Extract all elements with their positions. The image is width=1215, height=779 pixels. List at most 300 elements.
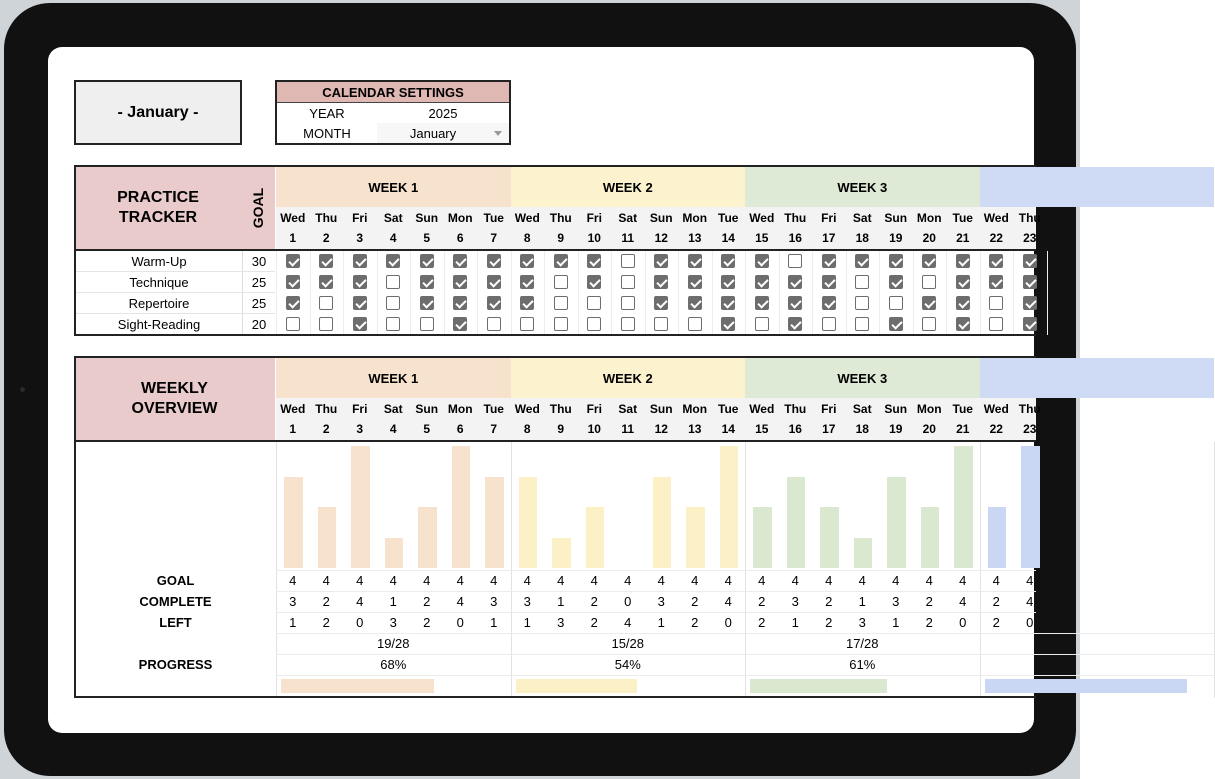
stat-value-left: 1 bbox=[490, 615, 498, 630]
stat-value-left: 2 bbox=[758, 615, 766, 630]
overview-day-name: Mon bbox=[916, 402, 942, 416]
overview-day-number: 14 bbox=[721, 422, 735, 436]
task-checkbox[interactable] bbox=[654, 317, 668, 331]
task-checkbox[interactable] bbox=[721, 296, 735, 310]
stat-value-goal: 4 bbox=[624, 573, 632, 588]
tracker-week-header: WEEK 1 bbox=[276, 167, 511, 207]
progress-bar-day bbox=[385, 538, 404, 569]
stat-value-complete: 3 bbox=[657, 594, 665, 609]
stat-value-left: 1 bbox=[523, 615, 531, 630]
task-checkbox[interactable] bbox=[956, 275, 970, 289]
overview-day-number: 23 bbox=[1023, 422, 1037, 436]
month-badge-text: - January - bbox=[117, 103, 199, 121]
task-checkbox[interactable] bbox=[989, 296, 1003, 310]
tracker-col-rule bbox=[846, 251, 847, 335]
tracker-day-name: Mon bbox=[447, 211, 473, 225]
month-dropdown-value: January bbox=[409, 125, 457, 141]
camera-dot bbox=[20, 387, 25, 392]
overview-day-number: 4 bbox=[389, 422, 397, 436]
task-checkbox[interactable] bbox=[989, 275, 1003, 289]
overview-day-name: Sat bbox=[852, 402, 872, 416]
stat-value-left: 1 bbox=[657, 615, 665, 630]
task-checkbox[interactable] bbox=[721, 275, 735, 289]
task-checkbox[interactable] bbox=[688, 275, 702, 289]
task-checkbox[interactable] bbox=[353, 254, 367, 268]
overview-day-number: 8 bbox=[523, 422, 531, 436]
tracker-day-number: 19 bbox=[889, 231, 903, 245]
stat-value-goal: 4 bbox=[892, 573, 900, 588]
progress-rule bbox=[276, 675, 511, 676]
task-checkbox[interactable] bbox=[755, 275, 769, 289]
tracker-col-rule bbox=[946, 251, 947, 335]
stat-value-left: 3 bbox=[557, 615, 565, 630]
stat-label-complete: COMPLETE bbox=[139, 594, 212, 609]
stat-value-complete: 3 bbox=[490, 594, 498, 609]
tracker-col-rule bbox=[779, 251, 780, 335]
overview-day-name: Sun bbox=[884, 402, 908, 416]
task-checkbox[interactable] bbox=[922, 275, 936, 289]
task-checkbox[interactable] bbox=[889, 254, 903, 268]
task-checkbox[interactable] bbox=[788, 317, 802, 331]
overview-day-name: Sat bbox=[383, 402, 403, 416]
task-checkbox[interactable] bbox=[889, 317, 903, 331]
task-checkbox[interactable] bbox=[420, 254, 434, 268]
stat-value-left: 0 bbox=[1026, 615, 1034, 630]
stat-value-complete: 3 bbox=[892, 594, 900, 609]
stat-value-complete: 2 bbox=[691, 594, 699, 609]
tracker-day-number: 13 bbox=[688, 231, 702, 245]
week-percent: 68% bbox=[380, 657, 407, 672]
stat-value-complete: 4 bbox=[724, 594, 732, 609]
overview-day-name: Sun bbox=[649, 402, 673, 416]
task-checkbox[interactable] bbox=[420, 296, 434, 310]
year-value[interactable]: 2025 bbox=[428, 105, 458, 121]
tracker-day-number: 22 bbox=[989, 231, 1003, 245]
tracker-title bbox=[74, 165, 242, 251]
overview-day-number: 20 bbox=[922, 422, 936, 436]
month-dropdown[interactable] bbox=[377, 123, 509, 143]
overview-day-name: Thu bbox=[315, 402, 338, 416]
task-checkbox[interactable] bbox=[1023, 275, 1037, 289]
stat-value-complete: 2 bbox=[825, 594, 833, 609]
task-checkbox[interactable] bbox=[721, 254, 735, 268]
task-checkbox[interactable] bbox=[755, 296, 769, 310]
overview-day-name: Sun bbox=[415, 402, 439, 416]
task-checkbox[interactable] bbox=[353, 296, 367, 310]
tracker-col-rule bbox=[444, 251, 445, 335]
overview-day-name: Thu bbox=[1018, 402, 1041, 416]
tracker-day-number: 7 bbox=[490, 231, 498, 245]
stat-value-left: 0 bbox=[959, 615, 967, 630]
task-checkbox[interactable] bbox=[788, 254, 802, 268]
stat-value-goal: 4 bbox=[322, 573, 330, 588]
tracker-col-rule bbox=[477, 251, 478, 335]
tracker-day-number: 21 bbox=[956, 231, 970, 245]
task-checkbox[interactable] bbox=[688, 296, 702, 310]
stat-value-left: 1 bbox=[791, 615, 799, 630]
task-checkbox[interactable] bbox=[520, 275, 534, 289]
stat-value-left: 0 bbox=[456, 615, 464, 630]
task-checkbox[interactable] bbox=[487, 296, 501, 310]
overview-week-header: WEEK 2 bbox=[511, 358, 746, 398]
stat-value-goal: 4 bbox=[925, 573, 933, 588]
task-checkbox[interactable] bbox=[319, 296, 333, 310]
tracker-col-rule bbox=[578, 251, 579, 335]
stat-value-goal: 4 bbox=[289, 573, 297, 588]
stat-value-goal: 4 bbox=[389, 573, 397, 588]
overview-day-name: Wed bbox=[514, 402, 540, 416]
tracker-day-name: Fri bbox=[352, 211, 368, 225]
stat-value-goal: 4 bbox=[423, 573, 431, 588]
task-checkbox[interactable] bbox=[822, 317, 836, 331]
task-checkbox[interactable] bbox=[286, 296, 300, 310]
overview-day-number: 12 bbox=[654, 422, 668, 436]
week-fraction bbox=[980, 633, 1215, 654]
chevron-down-icon[interactable] bbox=[494, 131, 502, 136]
tracker-col-rule bbox=[879, 251, 880, 335]
task-checkbox[interactable] bbox=[1023, 317, 1037, 331]
tracker-day-number: 18 bbox=[855, 231, 869, 245]
task-checkbox[interactable] bbox=[654, 296, 668, 310]
overview-day-number: 3 bbox=[356, 422, 364, 436]
tracker-day-name: Sat bbox=[383, 211, 403, 225]
tracker-day-name: Sat bbox=[618, 211, 638, 225]
task-checkbox[interactable] bbox=[319, 275, 333, 289]
progress-bar-day bbox=[519, 477, 538, 569]
task-checkbox[interactable] bbox=[487, 317, 501, 331]
overview-day-name: Tue bbox=[718, 402, 739, 416]
task-checkbox[interactable] bbox=[1023, 296, 1037, 310]
task-checkbox[interactable] bbox=[956, 317, 970, 331]
task-checkbox[interactable] bbox=[386, 254, 400, 268]
tracker-col-rule bbox=[611, 251, 612, 335]
overview-day-number: 1 bbox=[289, 422, 297, 436]
task-checkbox[interactable] bbox=[855, 296, 869, 310]
task-checkbox[interactable] bbox=[755, 254, 769, 268]
task-checkbox[interactable] bbox=[487, 254, 501, 268]
task-checkbox[interactable] bbox=[353, 275, 367, 289]
week-fraction: 15/28 bbox=[611, 636, 645, 651]
stat-value-left: 2 bbox=[992, 615, 1000, 630]
tracker-day-name: Wed bbox=[280, 211, 306, 225]
task-checkbox[interactable] bbox=[989, 317, 1003, 331]
tracker-day-number: 16 bbox=[788, 231, 802, 245]
task-checkbox[interactable] bbox=[286, 275, 300, 289]
overview-day-name: Wed bbox=[280, 402, 306, 416]
task-checkbox[interactable] bbox=[889, 275, 903, 289]
task-checkbox[interactable] bbox=[286, 317, 300, 331]
overview-day-number: 21 bbox=[956, 422, 970, 436]
task-checkbox[interactable] bbox=[922, 317, 936, 331]
stat-value-complete: 1 bbox=[557, 594, 565, 609]
task-checkbox[interactable] bbox=[855, 254, 869, 268]
tracker-day-name: Mon bbox=[682, 211, 708, 225]
overview-day-number: 16 bbox=[788, 422, 802, 436]
overview-week-header: WEEK 1 bbox=[276, 358, 511, 398]
tracker-day-name: Sun bbox=[415, 211, 439, 225]
task-checkbox[interactable] bbox=[420, 317, 434, 331]
tracker-col-rule bbox=[913, 251, 914, 335]
task-checkbox[interactable] bbox=[956, 296, 970, 310]
task-checkbox[interactable] bbox=[822, 296, 836, 310]
progress-bar-day bbox=[586, 507, 605, 568]
week-fraction: 19/28 bbox=[376, 636, 410, 651]
stat-value-left: 2 bbox=[925, 615, 933, 630]
task-checkbox[interactable] bbox=[621, 296, 635, 310]
progress-label: PROGRESS bbox=[138, 657, 213, 672]
progress-bar-day bbox=[921, 507, 940, 568]
stat-value-complete: 4 bbox=[456, 594, 464, 609]
overview-day-number: 7 bbox=[490, 422, 498, 436]
tracker-day-number: 1 bbox=[289, 231, 297, 245]
overview-day-name: Thu bbox=[784, 402, 807, 416]
task-checkbox[interactable] bbox=[319, 317, 333, 331]
tracker-day-number: 17 bbox=[822, 231, 836, 245]
task-checkbox[interactable] bbox=[855, 275, 869, 289]
tracker-day-number: 23 bbox=[1023, 231, 1037, 245]
task-checkbox[interactable] bbox=[688, 317, 702, 331]
tracker-col-rule bbox=[343, 251, 344, 335]
tracker-col-rule bbox=[377, 251, 378, 335]
tracker-row-name: Technique bbox=[76, 272, 242, 293]
tracker-col-rule bbox=[410, 251, 411, 335]
tracker-goal-header-cell bbox=[242, 165, 275, 251]
stat-label-left: LEFT bbox=[159, 615, 192, 630]
task-checkbox[interactable] bbox=[286, 254, 300, 268]
stat-value-complete: 0 bbox=[624, 594, 632, 609]
stat-label-goal: GOAL bbox=[156, 573, 195, 588]
task-checkbox[interactable] bbox=[587, 317, 601, 331]
stat-value-goal: 4 bbox=[557, 573, 565, 588]
stat-value-goal: 4 bbox=[657, 573, 665, 588]
year-label: YEAR bbox=[309, 105, 345, 121]
progress-bar-day bbox=[351, 446, 370, 568]
overview-day-number: 22 bbox=[989, 422, 1003, 436]
task-checkbox[interactable] bbox=[989, 254, 1003, 268]
tracker-day-name: Thu bbox=[549, 211, 572, 225]
task-checkbox[interactable] bbox=[386, 317, 400, 331]
tracker-col-rule bbox=[645, 251, 646, 335]
progress-bar-day bbox=[284, 477, 303, 569]
task-checkbox[interactable] bbox=[520, 296, 534, 310]
tracker-col-rule bbox=[1047, 251, 1048, 335]
tracker-col-rule bbox=[678, 251, 679, 335]
week-percent bbox=[980, 654, 1215, 675]
stat-value-goal: 4 bbox=[490, 573, 498, 588]
practice-tracker bbox=[74, 165, 1041, 336]
task-checkbox[interactable] bbox=[688, 254, 702, 268]
tracker-row-goal: 25 bbox=[242, 293, 275, 314]
calendar-settings bbox=[275, 80, 511, 145]
tracker-day-number: 11 bbox=[621, 231, 635, 245]
task-checkbox[interactable] bbox=[554, 317, 568, 331]
stat-value-goal: 4 bbox=[992, 573, 1000, 588]
progress-bar-day bbox=[988, 507, 1007, 568]
stat-value-goal: 4 bbox=[590, 573, 598, 588]
tracker-day-number: 8 bbox=[523, 231, 531, 245]
stat-value-goal: 4 bbox=[758, 573, 766, 588]
tracker-week-header: WEEK 2 bbox=[511, 167, 746, 207]
stat-value-left: 2 bbox=[825, 615, 833, 630]
task-checkbox[interactable] bbox=[353, 317, 367, 331]
progress-bar-day bbox=[318, 507, 337, 568]
task-checkbox[interactable] bbox=[788, 296, 802, 310]
tracker-day-name: Sun bbox=[649, 211, 673, 225]
overview-day-name: Wed bbox=[983, 402, 1009, 416]
overview-day-number: 18 bbox=[855, 422, 869, 436]
progress-bar-day bbox=[887, 477, 906, 569]
overview-day-number: 17 bbox=[822, 422, 836, 436]
task-checkbox[interactable] bbox=[453, 296, 467, 310]
stat-value-complete: 4 bbox=[959, 594, 967, 609]
task-checkbox[interactable] bbox=[386, 275, 400, 289]
task-checkbox[interactable] bbox=[554, 275, 568, 289]
tracker-day-name: Fri bbox=[586, 211, 602, 225]
tracker-day-number: 14 bbox=[721, 231, 735, 245]
progress-bar-day bbox=[720, 446, 739, 568]
overview-title bbox=[74, 356, 275, 442]
task-checkbox[interactable] bbox=[721, 317, 735, 331]
task-checkbox[interactable] bbox=[487, 275, 501, 289]
tracker-day-number: 2 bbox=[322, 231, 330, 245]
tracker-week-header: WEEK 3 bbox=[745, 167, 980, 207]
task-checkbox[interactable] bbox=[654, 275, 668, 289]
month-badge bbox=[74, 80, 242, 145]
stat-value-complete: 2 bbox=[758, 594, 766, 609]
progress-bar-day bbox=[686, 507, 705, 568]
progress-bar-day bbox=[552, 538, 571, 569]
progress-bar-day bbox=[753, 507, 772, 568]
task-checkbox[interactable] bbox=[587, 275, 601, 289]
task-checkbox[interactable] bbox=[621, 317, 635, 331]
overview-day-number: 19 bbox=[889, 422, 903, 436]
task-checkbox[interactable] bbox=[621, 275, 635, 289]
task-checkbox[interactable] bbox=[654, 254, 668, 268]
overview-day-number: 2 bbox=[322, 422, 330, 436]
month-label: MONTH bbox=[303, 125, 351, 141]
stat-value-left: 3 bbox=[389, 615, 397, 630]
tracker-day-name: Mon bbox=[916, 211, 942, 225]
stat-value-complete: 3 bbox=[791, 594, 799, 609]
tracker-day-number: 5 bbox=[423, 231, 431, 245]
tracker-col-rule bbox=[1013, 251, 1014, 335]
stat-value-goal: 4 bbox=[959, 573, 967, 588]
tracker-day-name: Sat bbox=[852, 211, 872, 225]
progress-bar-day bbox=[1021, 446, 1040, 568]
tracker-day-number: 10 bbox=[587, 231, 601, 245]
progress-bar-day bbox=[787, 477, 806, 569]
task-checkbox[interactable] bbox=[956, 254, 970, 268]
tracker-day-name: Thu bbox=[784, 211, 807, 225]
tracker-day-name: Tue bbox=[952, 211, 973, 225]
stat-value-goal: 4 bbox=[858, 573, 866, 588]
tracker-col-rule bbox=[812, 251, 813, 335]
overview-title-line2: OVERVIEW bbox=[131, 400, 218, 417]
task-checkbox[interactable] bbox=[1023, 254, 1037, 268]
task-checkbox[interactable] bbox=[420, 275, 434, 289]
stat-value-complete: 3 bbox=[523, 594, 531, 609]
overview-day-name: Fri bbox=[821, 402, 837, 416]
task-checkbox[interactable] bbox=[319, 254, 333, 268]
task-checkbox[interactable] bbox=[621, 254, 635, 268]
task-checkbox[interactable] bbox=[587, 254, 601, 268]
stat-value-complete: 2 bbox=[322, 594, 330, 609]
tracker-row-name: Sight-Reading bbox=[76, 314, 242, 335]
progress-bar-day bbox=[954, 446, 973, 568]
overview-day-number: 11 bbox=[621, 422, 635, 436]
task-checkbox[interactable] bbox=[386, 296, 400, 310]
task-checkbox[interactable] bbox=[554, 296, 568, 310]
settings-header: CALENDAR SETTINGS bbox=[277, 82, 509, 103]
overview-header-rule bbox=[74, 440, 1036, 442]
stat-value-goal: 4 bbox=[791, 573, 799, 588]
tracker-col-rule bbox=[276, 251, 277, 335]
stat-value-left: 1 bbox=[892, 615, 900, 630]
task-checkbox[interactable] bbox=[453, 317, 467, 331]
overview-week-header bbox=[980, 358, 1215, 398]
stat-value-goal: 4 bbox=[456, 573, 464, 588]
task-checkbox[interactable] bbox=[889, 296, 903, 310]
overview-day-number: 5 bbox=[423, 422, 431, 436]
stat-value-goal: 4 bbox=[724, 573, 732, 588]
overview-day-number: 9 bbox=[557, 422, 565, 436]
task-checkbox[interactable] bbox=[922, 254, 936, 268]
task-checkbox[interactable] bbox=[520, 254, 534, 268]
tracker-day-number: 20 bbox=[922, 231, 936, 245]
tracker-row-goal: 30 bbox=[242, 251, 275, 272]
stat-value-left: 2 bbox=[322, 615, 330, 630]
tracker-day-number: 15 bbox=[755, 231, 769, 245]
tracker-day-name: Wed bbox=[514, 211, 540, 225]
tracker-day-name: Thu bbox=[1018, 211, 1041, 225]
overview-day-number: 15 bbox=[755, 422, 769, 436]
task-checkbox[interactable] bbox=[922, 296, 936, 310]
tracker-col-rule bbox=[745, 251, 746, 335]
overview-day-name: Tue bbox=[952, 402, 973, 416]
tracker-day-number: 4 bbox=[389, 231, 397, 245]
stat-value-complete: 1 bbox=[858, 594, 866, 609]
task-checkbox[interactable] bbox=[453, 275, 467, 289]
tracker-day-name: Tue bbox=[718, 211, 739, 225]
task-checkbox[interactable] bbox=[587, 296, 601, 310]
stat-value-left: 2 bbox=[691, 615, 699, 630]
week-fraction: 17/28 bbox=[845, 636, 879, 651]
stat-value-goal: 4 bbox=[691, 573, 699, 588]
tracker-day-name: Wed bbox=[749, 211, 775, 225]
task-checkbox[interactable] bbox=[755, 317, 769, 331]
overview-day-number: 13 bbox=[688, 422, 702, 436]
progress-rule bbox=[980, 675, 1215, 676]
task-checkbox[interactable] bbox=[453, 254, 467, 268]
overview-day-name: Wed bbox=[749, 402, 775, 416]
stat-value-goal: 4 bbox=[1026, 573, 1034, 588]
week-percent: 61% bbox=[849, 657, 876, 672]
tracker-title-line1: PRACTICE bbox=[117, 189, 199, 206]
task-checkbox[interactable] bbox=[822, 254, 836, 268]
task-checkbox[interactable] bbox=[554, 254, 568, 268]
stat-value-complete: 2 bbox=[590, 594, 598, 609]
tracker-week-header bbox=[980, 167, 1215, 207]
task-checkbox[interactable] bbox=[788, 275, 802, 289]
task-checkbox[interactable] bbox=[822, 275, 836, 289]
tracker-day-number: 3 bbox=[356, 231, 364, 245]
stat-value-complete: 1 bbox=[389, 594, 397, 609]
task-checkbox[interactable] bbox=[855, 317, 869, 331]
weekly-overview bbox=[74, 356, 1041, 698]
overview-day-number: 6 bbox=[456, 422, 464, 436]
stat-value-complete: 3 bbox=[289, 594, 297, 609]
task-checkbox[interactable] bbox=[520, 317, 534, 331]
